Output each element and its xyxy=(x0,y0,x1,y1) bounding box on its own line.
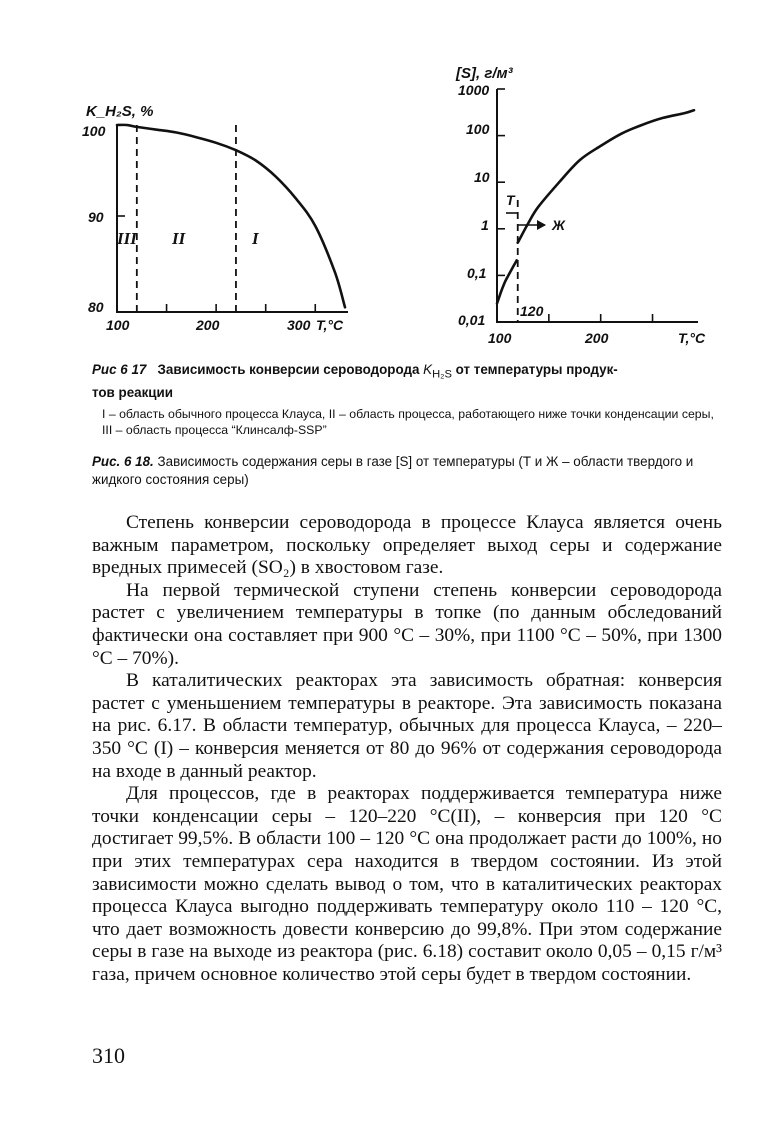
fig617-region-III: III xyxy=(117,229,137,248)
fig617-region-I: I xyxy=(252,229,259,248)
caption-fig-6-17-title xyxy=(92,361,720,402)
fig618-ytick-1: 1 xyxy=(481,217,489,233)
fig617-ylabel: K_H₂S, % xyxy=(86,103,154,120)
fig617-xtick-100: 100 xyxy=(106,317,130,333)
body-text xyxy=(92,512,722,986)
fig618-ylabel: [S], г/м³ xyxy=(456,65,513,82)
caption-fig-6-18-text: Зависимость содержания серы в газе [S] от температуры (Т и Ж – области твердого и жидкого состояния серы) xyxy=(92,454,694,487)
fig617-region-II: II xyxy=(172,229,186,248)
fig618-xlabel: T,°C xyxy=(678,330,706,346)
fig617-ytick-80: 80 xyxy=(88,299,104,315)
fig618-ytick-100: 100 xyxy=(466,121,490,137)
fig618-curve-liquid xyxy=(518,110,694,243)
fig618-axes xyxy=(497,89,698,322)
fig618-annot-120: 120 xyxy=(520,303,544,319)
fig618-y-ticks xyxy=(497,136,505,276)
fig618-annot-T: T xyxy=(506,192,515,208)
fig618-xtick-200: 200 xyxy=(585,330,609,346)
caption-fig-6-17-prefix: Рис 6 17 xyxy=(92,362,147,377)
caption-fig-6-18 xyxy=(92,453,720,489)
fig617-ytick-100: 100 xyxy=(82,123,106,139)
fig618-liquid-arrowhead xyxy=(537,220,546,230)
paragraph-2: На первой термической ступени степень конверсии сероводорода растет с увеличением температуры в топке (по данным обследований фактически она составляет при 900 °С – 30%, при 1100 °С – 50%, при 1300 °С – 70%). xyxy=(92,579,722,669)
caption-fig-6-17-note: I – область обычного процесса Клауса, II – область процесса, работающего ниже точки конденсации серы, III – область процесса “Клинсалф-SSP” xyxy=(102,406,714,437)
caption-fig-6-17-subscript: H₂S xyxy=(432,368,452,381)
caption-fig-6-17-text-c: тов реакции xyxy=(92,384,173,400)
caption-fig-6-17-text-b: от температуры продук- xyxy=(455,362,618,377)
fig617-xtick-200: 200 xyxy=(196,317,220,333)
fig618-curve-solid xyxy=(497,260,517,303)
caption-fig-6-17 xyxy=(92,361,720,438)
paragraph-3: В каталитических реакторах эта зависимость обратная: конверсия растет с уменьшением температуры в реакторе. Эта зависимость показана на рис. 6.17. В области температур, обычных для процесса Клауса, – 220–350 °С (I) – конверсия меняется от 80 до 96% от содержания сероводорода на входе в данный реактор. xyxy=(92,670,722,782)
fig618-ytick-0.1: 0,1 xyxy=(467,265,487,281)
fig617-xtick-300: 300 xyxy=(287,317,311,333)
fig618-ytick-0.01: 0,01 xyxy=(458,312,486,328)
caption-fig-6-17-symbol: K xyxy=(423,362,433,377)
caption-fig-6-17-text-a: Зависимость конверсии сероводорода xyxy=(157,362,420,377)
fig618-ytick-10: 10 xyxy=(474,169,490,185)
fig618-xtick-100: 100 xyxy=(488,330,512,346)
caption-fig-6-18-prefix: Рис. 6 18. xyxy=(92,454,154,469)
figure-6-18 xyxy=(0,0,764,360)
paragraph-1: Степень конверсии сероводорода в процессе Клауса является очень важным параметром, поскольку определяет выход серы и содержание вредных примесей (SO₂) в хвостовом газе. xyxy=(92,512,722,579)
fig617-ytick-90: 90 xyxy=(88,209,104,225)
paragraph-4: Для процессов, где в реакторах поддерживается температура ниже точки конденсации серы – 120–220 °С(II), – конверсия при 120 °С достигает 99,5%. В области 100 – 120 °С она продолжает расти до 100%, но при этих температурах сера находится в твердом состоянии. Из этой зависимости можно сделать вывод о том, что в каталитических реакторах процесса Клауса выгодно поддерживать температуру около 110 – 120 °С, что дает возможность довести конверсию до 99,8%. При этом содержание серы в газе на выходе из реактора (рис. 6.18) составит около 0,05 – 0,15 г/м³ газа, причем основное количество этой серы будет в твердом состоянии. xyxy=(92,783,722,985)
fig617-xlabel: T,°C xyxy=(316,317,344,333)
fig618-ytick-1000: 1000 xyxy=(458,82,490,98)
fig618-annot-Zh: Ж xyxy=(552,217,565,233)
page-number: 310 xyxy=(92,1043,125,1068)
